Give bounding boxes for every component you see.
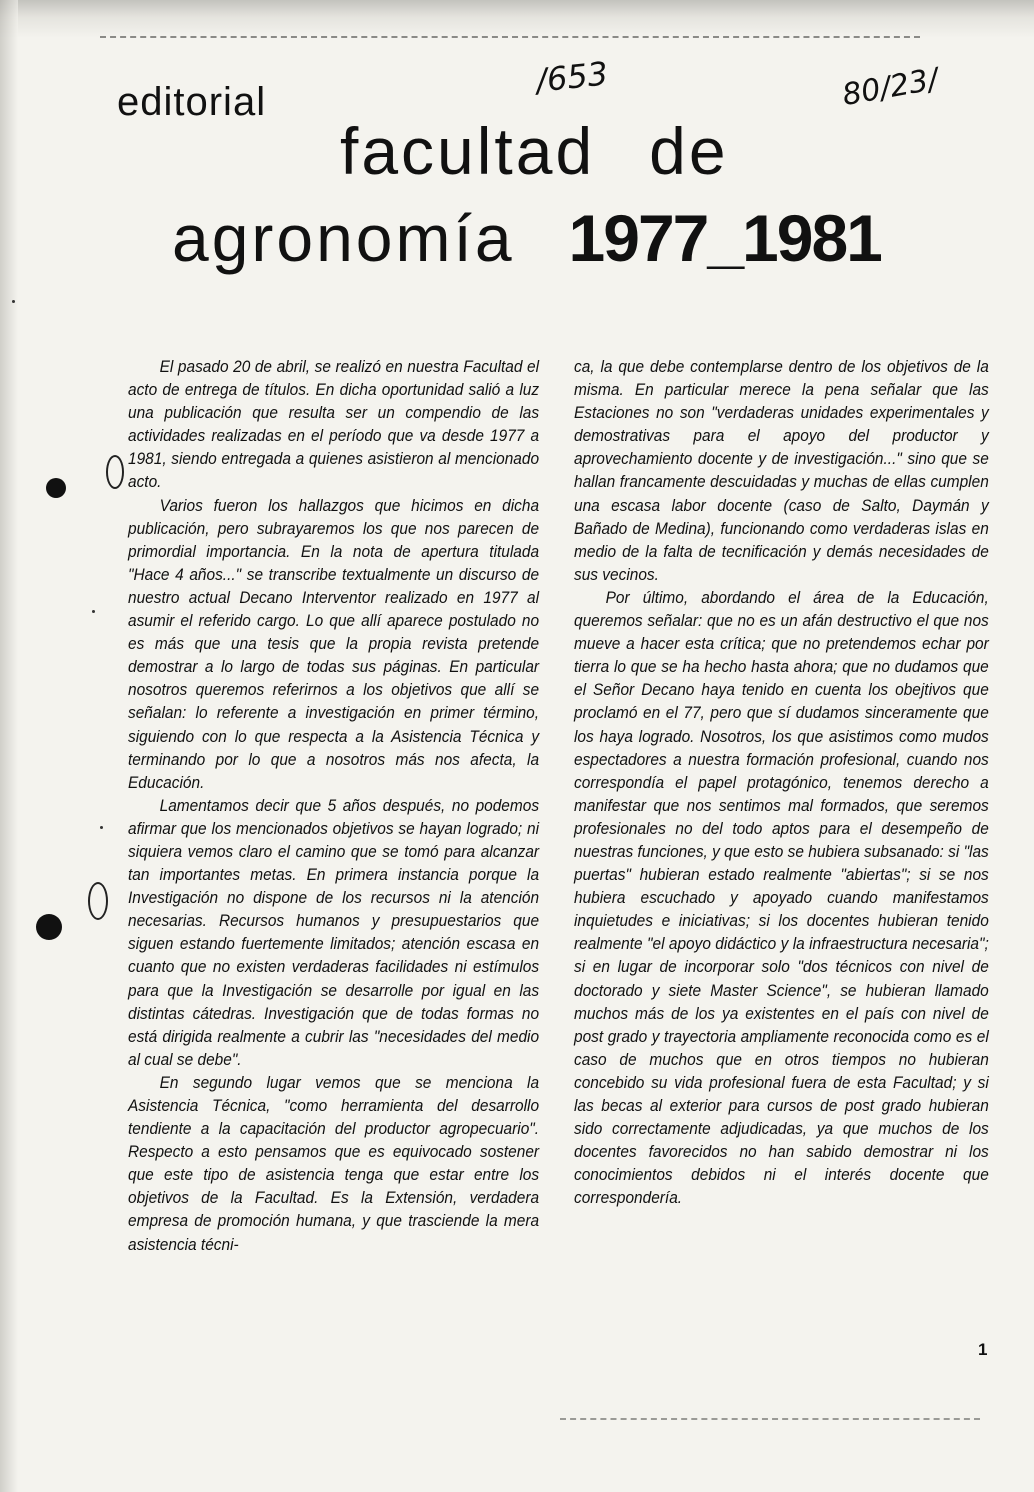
title-word-facultad: facultad (340, 114, 596, 188)
title-years: 1977_1981 (568, 201, 881, 275)
article-column-right (574, 355, 989, 1209)
paragraph: Lamentamos decir que 5 años después, no podemos afirmar que los mencionados objetivos se hayan logrado; ni siquiera vemos claro el camino que se tomó para alcanzar tan importantes metas. En primera instancia porque la Investigación no dispone de los recursos ni la atención necesarias. Recursos humanos y presupuestarios que siguen estando fuertemente limitados; atención escasa en cuanto que no existen verdaderas facilidades ni estímulos para que la Investigación se desarrolle por igual en las distintas cátedras. Investigación que de todas formas no está dirigida realmente a cubrir las "necesidades del medio al cual se debe". (128, 795, 540, 1069)
article-column-left (128, 355, 539, 1256)
title-word-agronomia: agronomía (172, 201, 515, 275)
title-word-de: de (649, 114, 729, 188)
page-number: 1 (978, 1340, 988, 1359)
binder-ring-mark-icon (88, 882, 108, 920)
paragraph: Por último, abordando el área de la Educación, queremos señalar: que no es un afán destructivo el que nos mueve a hacer esta crítica; que no pretendemos echar por tierra lo que se ha hecho hasta ahora; que no dudamos que el Señor Decano haya tenido en cuenta los obejtivos que proclamó en el 77, pero que sí dudamos sinceramente que los haya logrado. Nosotros, los que asistimos como mudos espectadores a nuestra formación profesional, cuando nos correspondía el papel protagónico, tenemos derecho a manifestar que nos sentimos mal formados, que seremos profesionales no del todo aptos para el desempeño de nuestras funciones, y que esto se hubiera subsanado: si "las puertas" hubieran estado realmente "abiertas"; si se nos hubiera escuchado y apoyado cuando manifestamos inquietudes e iniciativas; si los docentes hubieran tenido realmente "el apoyo didáctico y la infraestructura necesaria"; si en lugar de incorporar solo "dos técnicos con nivel de doctorado y siete Master Science", se hubieran llamado muchos más de los ya existentes en el país con nivel de post grado y trayectoria ampliamente reconocida como es el caso de muchos que en otros tiempos no hubieran concebido su vida profesional fuera de esta Facultad; y si las becas al exterior para cursos de post grado hubieran sido correctamente adjudicadas, ya que muchos de los docentes favorecidos no han sabido demostrar ni los conocimientos debidos ni el interés docente que correspondería. (574, 587, 989, 1208)
section-label: editorial (117, 80, 267, 124)
scan-edge-left (0, 0, 18, 1492)
page-title-line-1 (340, 114, 729, 188)
paragraph: En segundo lugar vemos que se menciona la Asistencia Técnica, "como herramienta del desarrollo tendiente a la capacitación del productor agropecuario". Respecto a esto pensamos que es equivocado sostener que este tipo de asistencia tenga que estar entre los objetivos de la Facultad. Es la Extensión, verdadera empresa de promoción humana, y que trasciende la mera asistencia técni- (128, 1072, 540, 1254)
binder-hole-icon (36, 914, 62, 940)
handwritten-reference: 80/23/ (839, 61, 941, 114)
paragraph: El pasado 20 de abril, se realizó en nuestra Facultad el acto de entrega de títulos. En dicha oportunidad salió a luz una publicación que resulta ser un compendio de las actividades realizadas en el período que va desde 1977 a 1981, siendo entregada a quienes asistieron al mencionado acto. (128, 357, 540, 492)
handwritten-number: /653 (534, 54, 610, 100)
binder-ring-mark-icon (106, 455, 124, 489)
paragraph: Varios fueron los hallazgos que hicimos en dicha publicación, pero subrayaremos los que nos parecen de primordial importancia. En la nota de apertura titulada "Hace 4 años..." se transcribe textualmente un discurso de nuestro actual Decano Interventor realizado en 1977 al asumir el referido cargo. Lo que allí aparece postulado no es más que una tesis que la propia revista pretende demostrar a lo largo de todas sus páginas. En particular nosotros queremos referirnos a los objetivos que allí se señalan: lo referente a investigación en primer término, siguiendo con lo que respecta a la Asistencia Técnica y terminando por lo que a nosotros más nos afecta, la Educación. (128, 495, 540, 792)
scan-speck (92, 610, 95, 613)
scan-speck (12, 300, 15, 303)
scan-speck (100, 826, 103, 829)
scan-edge-top (0, 0, 1034, 38)
header-dashed-rule (100, 36, 920, 38)
paragraph: ca, la que debe contemplarse dentro de los objetivos de la misma. En particular merece la pena señalar que las Estaciones no son "verdaderas unidades experimentales y demostrativas para el apoyo del productor y aprovechamiento docente y de investigación..." sino que se hallan francamente descuidadas y muchas de ellas cumplen una escasa labor docente (caso de Salto, Daymán y Bañado de Medina), funcionando como verdaderas islas en medio de la falta de tecnificación y demás necesidades de sus vecinos. (574, 357, 989, 584)
footer-dashed-rule (560, 1418, 980, 1420)
binder-hole-icon (46, 478, 66, 498)
page-title-line-2 (172, 201, 881, 275)
